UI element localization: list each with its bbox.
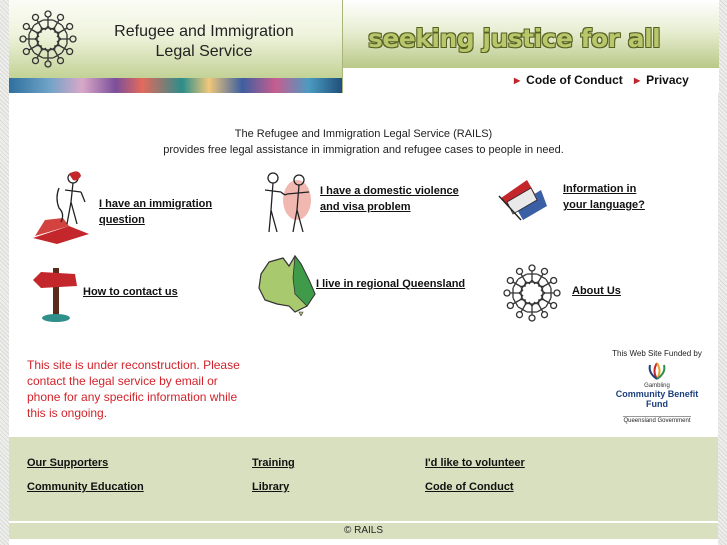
nav-code-of-conduct[interactable] <box>514 73 623 87</box>
immigration-illustration-icon[interactable] <box>29 168 99 244</box>
nav-code-of-conduct-label: Code of Conduct <box>526 73 623 87</box>
link-language-line1: Information in <box>563 183 637 195</box>
link-domestic-line2: and visa problem <box>320 201 411 213</box>
footer-link-community-education[interactable]: Community Education <box>27 481 144 493</box>
footer-link-code-of-conduct[interactable]: Code of Conduct <box>425 481 514 493</box>
header-tagline-panel <box>342 0 719 68</box>
link-about-us[interactable]: About Us <box>572 285 621 297</box>
funded-fund-name: Community Benefit Fund <box>615 389 699 409</box>
org-name-line1: Refugee and Immigration <box>114 23 294 40</box>
domestic-violence-illustration-icon[interactable] <box>257 170 319 236</box>
intro-text <box>9 126 718 158</box>
header <box>9 0 718 93</box>
flags-language-icon[interactable] <box>497 176 549 224</box>
link-information-language[interactable] <box>563 181 645 213</box>
copyright-bar: © RAILS <box>9 522 718 539</box>
nav-privacy[interactable] <box>634 73 689 87</box>
rails-logo-icon[interactable] <box>19 8 77 70</box>
tagline: seeking justice for all <box>368 24 661 53</box>
footer-link-our-supporters[interactable]: Our Supporters <box>27 457 109 469</box>
about-us-logo-icon[interactable] <box>502 262 562 324</box>
decorative-banner-strip <box>9 78 342 93</box>
link-immigration-question[interactable] <box>99 196 212 228</box>
link-immigration-line2: question <box>99 214 145 226</box>
org-name <box>99 22 309 62</box>
community-benefit-fund-logo-icon <box>646 361 668 381</box>
intro-line1: The Refugee and Immigration Legal Service (RAILS) <box>234 128 493 140</box>
intro-line2: provides free legal assistance in immigration and refugee cases to people in need. <box>163 144 564 156</box>
link-immigration-line1: I have an immigration <box>99 198 213 210</box>
link-contact-us[interactable]: How to contact us <box>83 286 178 298</box>
queensland-map-icon[interactable] <box>255 254 319 316</box>
footer-link-training[interactable]: Training <box>252 457 295 469</box>
signpost-icon[interactable] <box>31 258 81 324</box>
header-logo-panel <box>9 0 342 78</box>
link-regional-queensland[interactable]: I live in regional Queensland <box>316 278 466 290</box>
link-domestic-line1: I have a domestic violence <box>320 185 459 197</box>
footer-link-library[interactable]: Library <box>252 481 290 493</box>
funded-gambling: Gambling <box>644 383 670 389</box>
funded-label: This Web Site Funded by <box>612 349 702 358</box>
footer-link-volunteer[interactable]: I'd like to volunteer <box>425 457 525 469</box>
footer <box>9 437 718 521</box>
funded-government: Queensland Government <box>623 418 691 424</box>
org-name-line2: Legal Service <box>155 43 253 60</box>
funded-by-badge[interactable] <box>605 349 709 427</box>
reconstruction-notice: This site is under reconstruction. Please contact the legal service by email or phone for any specific information while this is ongoing. <box>27 358 240 420</box>
nav-privacy-label: Privacy <box>646 73 689 87</box>
link-language-line2: your language? <box>563 199 645 211</box>
page <box>9 0 718 545</box>
arrow-right-icon: ▶ <box>634 76 641 85</box>
arrow-right-icon: ▶ <box>514 76 521 85</box>
link-domestic-violence[interactable] <box>320 183 459 215</box>
